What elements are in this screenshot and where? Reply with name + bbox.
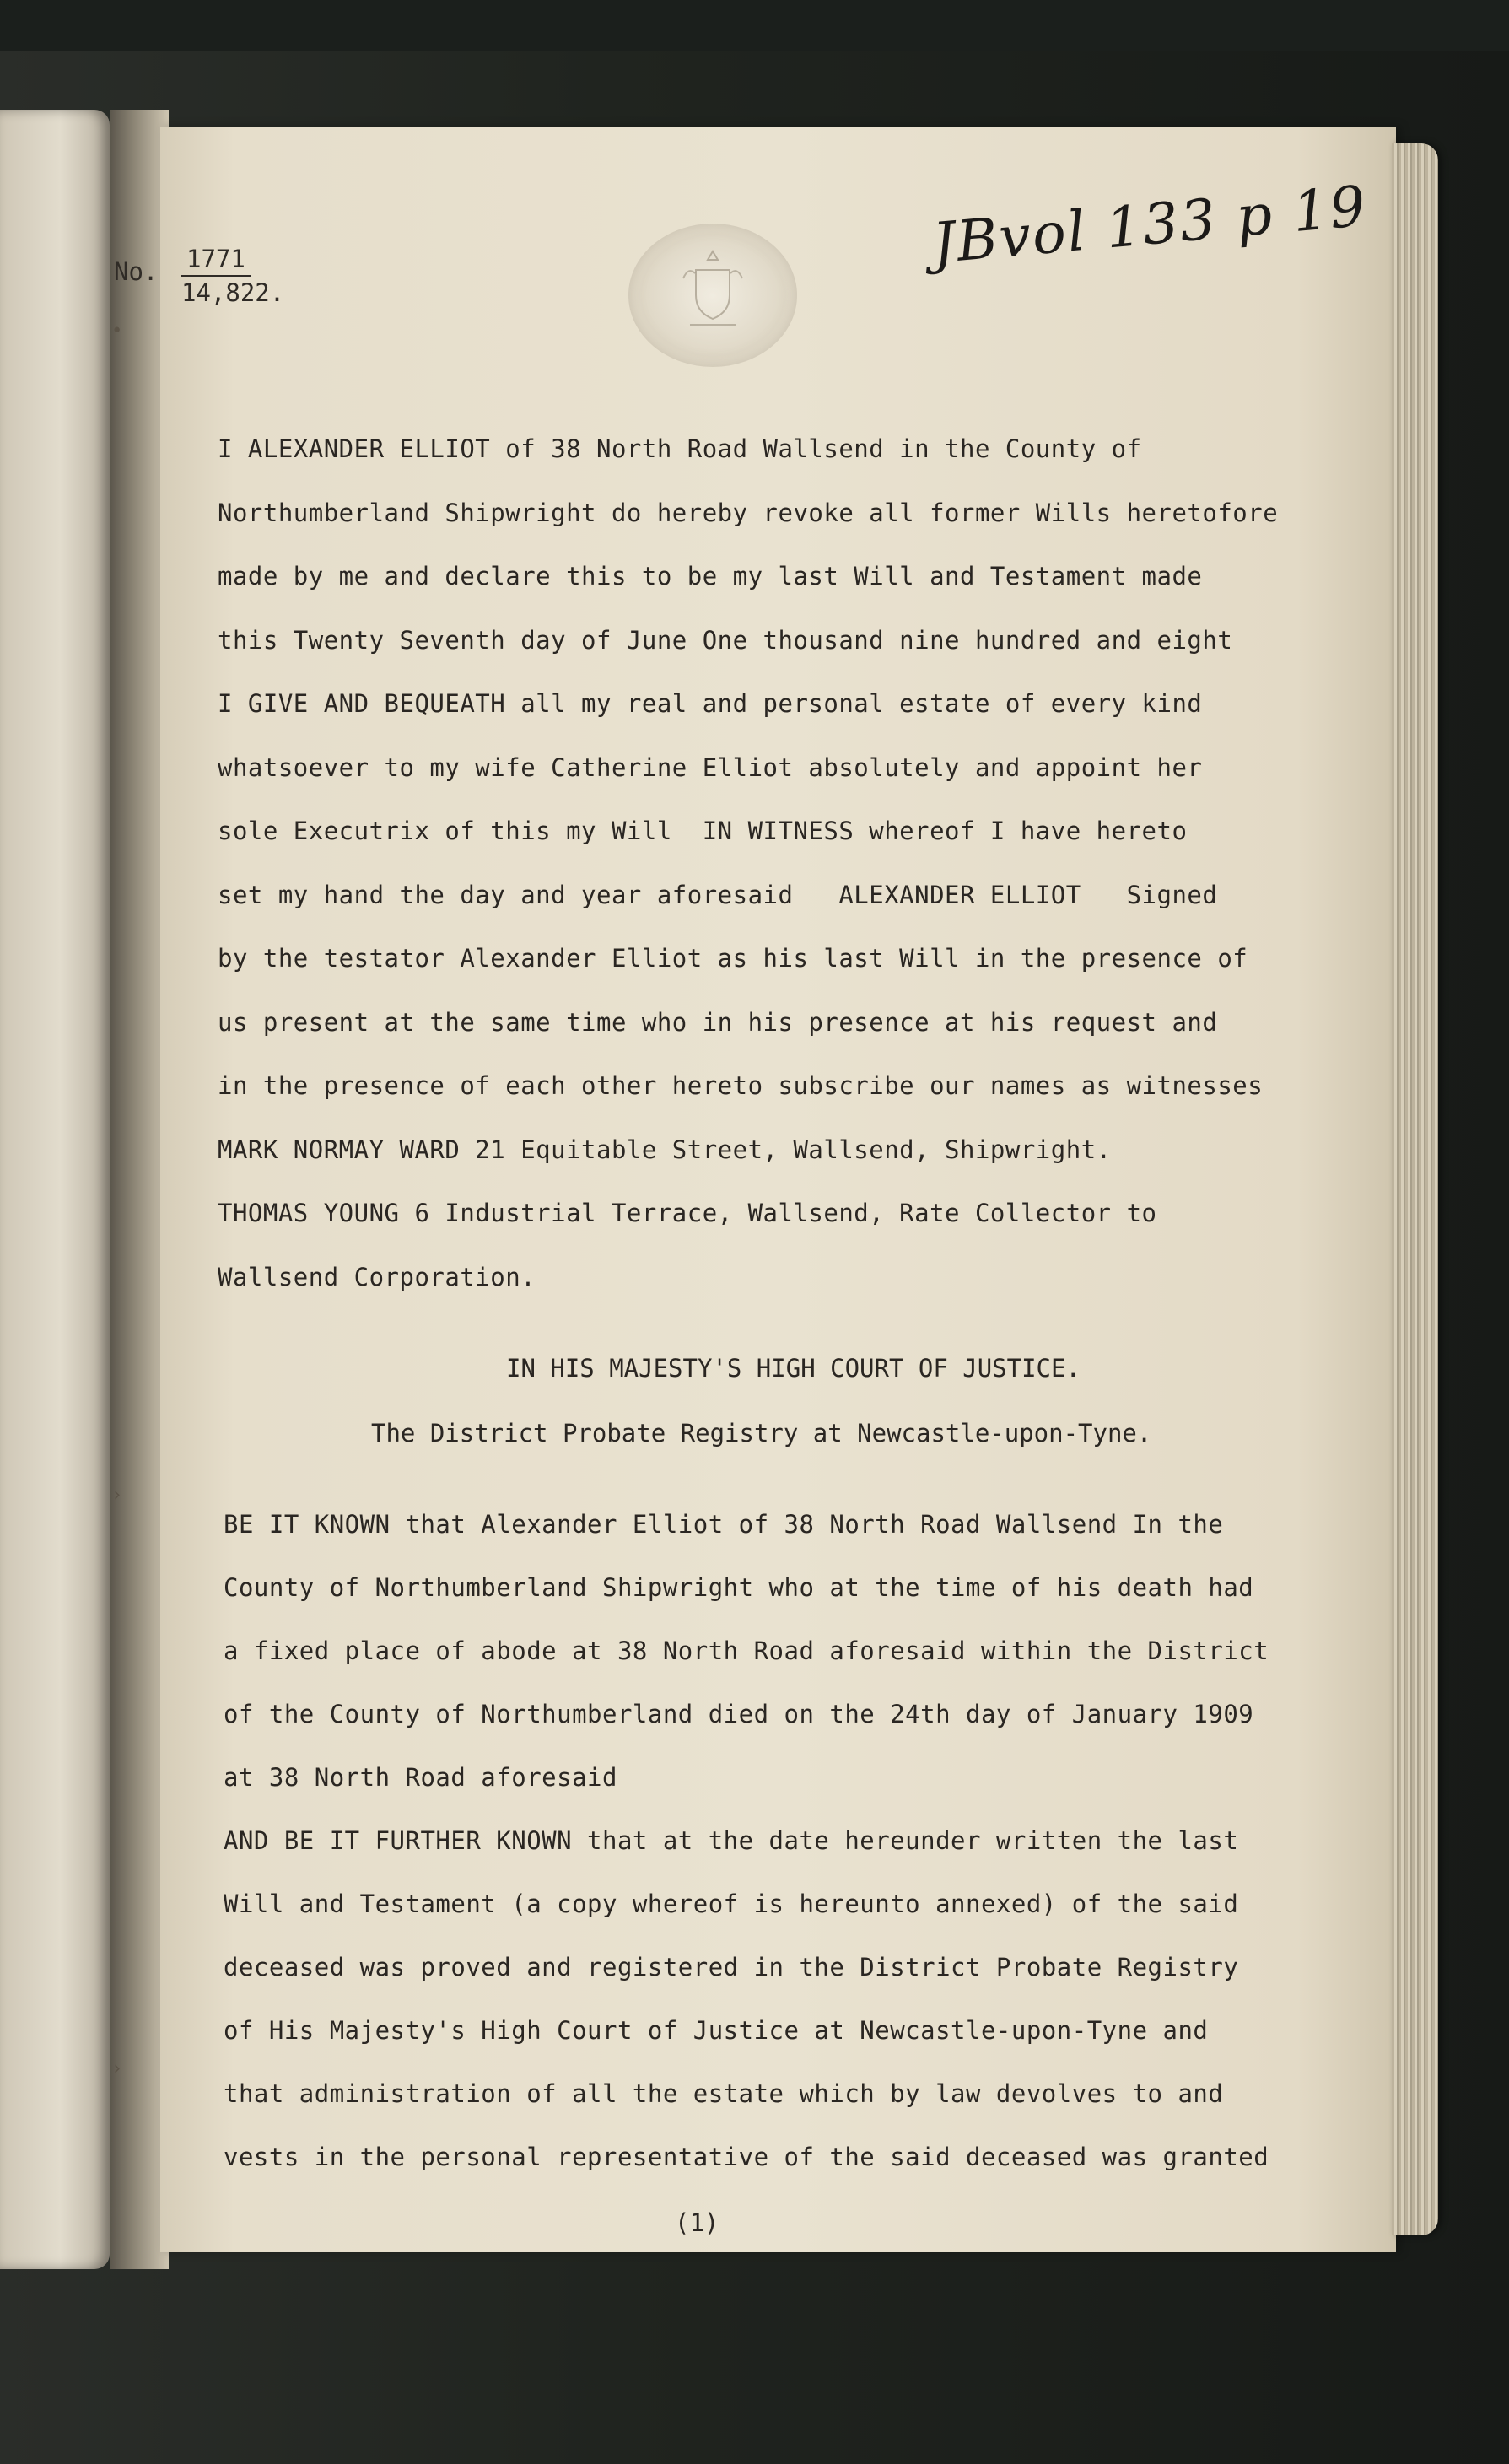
text-line: of the County of Northumberland died on the 24th day of January 1909 — [224, 1700, 1254, 1728]
text-line: Will and Testament (a copy whereof is hereunto annexed) of the said — [224, 1890, 1239, 1918]
text-line: MARK NORMAY WARD 21 Equitable Street, Wallsend, Shipwright. — [218, 1135, 1112, 1164]
entry-number-bottom: 14,822. — [181, 278, 285, 307]
folio-number: (1) — [675, 2208, 719, 2237]
text-line: made by me and declare this to be my last Will and Testament made — [218, 562, 1203, 590]
text-line: set my hand the day and year aforesaid ALEXANDER ELLIOT Signed — [218, 880, 1218, 909]
text-line: deceased was proved and registered in the District Probate Registry — [224, 1953, 1239, 1981]
left-page-edge — [0, 110, 110, 2269]
text-line: County of Northumberland Shipwright who at the time of his death had — [224, 1573, 1254, 1602]
text-line: at 38 North Road aforesaid — [224, 1763, 617, 1792]
handwritten-reference: JBvol 133 p 19 — [930, 173, 1370, 277]
margin-mark: › — [111, 1485, 123, 1506]
text-line: this Twenty Seventh day of June One thousand nine hundred and eight — [218, 625, 1233, 655]
text-line: vests in the personal representative of the said deceased was granted — [224, 2143, 1269, 2171]
text-line: whatsoever to my wife Catherine Elliot absolutely and appoint her — [218, 752, 1203, 782]
registry-heading: The District Probate Registry at Newcastle-upon-Tyne. — [371, 1419, 1152, 1448]
embossed-seal — [628, 224, 797, 367]
text-line: sole Executrix of this my Will IN WITNESS whereof I have hereto — [218, 817, 1188, 845]
text-line: by the testator Alexander Elliot as his last Will in the presence of — [218, 944, 1248, 973]
text-line: a fixed place of abode at 38 North Road aforesaid within the District — [224, 1636, 1269, 1665]
text-line: of His Majesty's High Court of Justice at Newcastle-upon-Tyne and — [224, 2016, 1209, 2045]
text-line: I ALEXANDER ELLIOT of 38 North Road Wallsend in the County of — [218, 434, 1142, 463]
court-heading: IN HIS MAJESTY'S HIGH COURT OF JUSTICE. — [506, 1354, 1081, 1383]
text-line: THOMAS YOUNG 6 Industrial Terrace, Wallsend, Rate Collector to — [218, 1199, 1157, 1227]
text-line: in the presence of each other hereto subscribe our names as witnesses — [218, 1071, 1264, 1100]
text-line: BE IT KNOWN that Alexander Elliot of 38 North Road Wallsend In the — [224, 1510, 1224, 1539]
text-line: AND BE IT FURTHER KNOWN that at the date hereunder written the last — [224, 1826, 1239, 1855]
text-line: Wallsend Corporation. — [218, 1262, 536, 1291]
text-line: I GIVE AND BEQUEATH all my real and personal estate of every kind — [218, 689, 1203, 718]
margin-mark: › — [111, 2058, 123, 2079]
page-stack-edges — [1392, 143, 1438, 2235]
entry-number-top: 1771 — [181, 243, 251, 277]
text-line: Northumberland Shipwright do hereby revoke all former Wills heretofore — [218, 498, 1279, 527]
margin-mark: • — [111, 321, 123, 342]
entry-number-label: No. — [114, 257, 159, 286]
coat-of-arms-icon — [675, 245, 751, 337]
text-line: that administration of all the estate which by law devolves to and — [224, 2079, 1224, 2108]
text-line: us present at the same time who in his presence at his request and — [218, 1007, 1218, 1037]
entry-number — [181, 243, 284, 309]
